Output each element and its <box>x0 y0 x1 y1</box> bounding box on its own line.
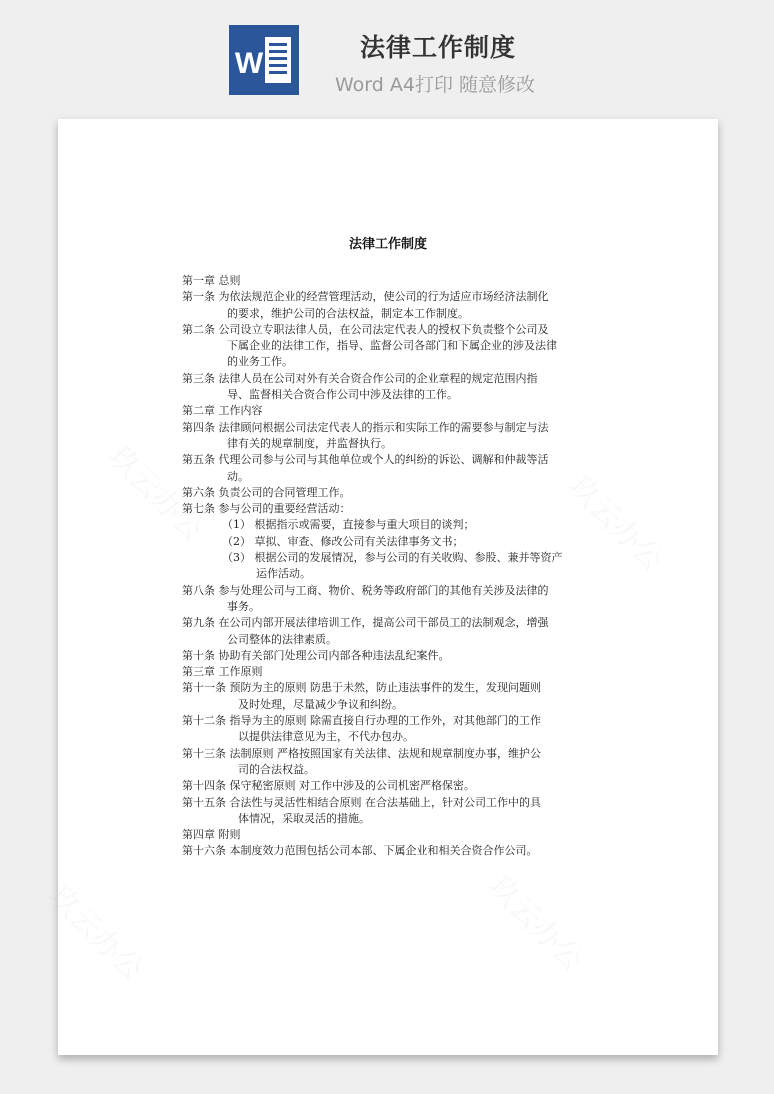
chapter-heading: 第二章 工作内容 <box>182 404 263 418</box>
document-page[interactable] <box>40 119 718 1055</box>
article-line: 第八条 参与处理公司与工商、物价、税务等政府部门的其他有关涉及法律的 <box>182 583 549 597</box>
chapter-heading: 第四章 附则 <box>182 828 241 842</box>
list-item: （3） 根据公司的发展情况，参与公司的有关收购、参股、兼并等资产 <box>222 551 563 565</box>
document-body[interactable] <box>182 273 612 860</box>
article-line: 司的合法权益。 <box>238 762 315 776</box>
article-line: 的业务工作。 <box>227 355 293 369</box>
article-line: 第十条 协助有关部门处理公司内部各种违法乱纪案件。 <box>182 648 450 662</box>
article-line: 第十四条 保守秘密原则 对工作中涉及的公司机密严格保密。 <box>182 779 475 793</box>
header-title: 法律工作制度 <box>359 33 516 62</box>
svg-text:W: W <box>234 47 264 80</box>
list-item: （1） 根据指示或需要，直接参与重大项目的谈判； <box>222 518 475 532</box>
article-line: 第十二条 指导为主的原则 除需直接自行办理的工作外，对其他部门的工作 <box>182 714 541 728</box>
article-line: 律有关的规章制度，并监督执行。 <box>227 436 392 450</box>
list-item: （2） 草拟、审查、修改公司有关法律事务文书； <box>222 534 464 548</box>
article-line: 公司整体的法律素质。 <box>227 632 337 646</box>
article-line: 第十一条 预防为主的原则 防患于未然，防止违法事件的发生，发现问题则 <box>182 681 541 695</box>
article-line: 第九条 在公司内部开展法律培训工作，提高公司干部员工的法制观念，增强 <box>182 616 549 630</box>
article-line: 第十六条 本制度效力范围包括公司本部、下属企业和相关合资合作公司。 <box>182 844 538 858</box>
list-item: 运作活动。 <box>256 567 311 581</box>
article-line: 动。 <box>227 469 249 483</box>
watermark-text: 玖云办公 <box>560 468 671 579</box>
watermark-text: 玖云办公 <box>40 878 151 989</box>
header-subtitle: Word A4打印 随意修改 <box>334 74 535 96</box>
article-line: 下属企业的法律工作，指导、监督公司各部门和下属企业的涉及法律 <box>227 339 557 353</box>
article-line: 第十三条 法制原则 严格按照国家有关法律、法规和规章制度办事，维护公 <box>182 746 541 760</box>
article-line: 第二条 公司设立专职法律人员，在公司法定代表人的授权下负责整个公司及 <box>182 322 549 336</box>
watermark-text: 玖云办公 <box>100 438 211 549</box>
article-line: 第四条 法律顾问根据公司法定代表人的指示和实际工作的需要参与制定与法 <box>182 420 549 434</box>
article-line: 第一条 为依法规范企业的经营管理活动，使公司的行为适应市场经济法制化 <box>182 290 549 304</box>
word-document-icon <box>229 25 299 95</box>
article-line: 及时处理，尽量减少争议和纠纷。 <box>238 697 403 711</box>
document-title: 法律工作制度 <box>348 237 427 252</box>
article-line: 第七条 参与公司的重要经营活动： <box>182 502 351 516</box>
header-banner <box>0 0 774 110</box>
article-line: 第三条 法律人员在公司对外有关合资合作公司的企业章程的规定范围内指 <box>182 371 538 385</box>
chapter-heading: 第三章 工作原则 <box>182 665 263 679</box>
watermark-text: 玖云办公 <box>480 868 591 979</box>
article-line: 体情况，采取灵活的措施。 <box>238 811 370 825</box>
article-line: 第五条 代理公司参与公司与其他单位或个人的纠纷的诉讼、调解和仲裁等活 <box>182 453 549 467</box>
article-line: 事务。 <box>227 599 260 613</box>
article-line: 的要求，维护公司的合法权益，制定本工作制度。 <box>227 306 469 320</box>
article-line: 第六条 负责公司的合同管理工作。 <box>182 485 351 499</box>
article-line: 第十五条 合法性与灵活性相结合原则 在合法基础上，针对公司工作中的具 <box>182 795 541 809</box>
article-line: 导、监督相关合资合作公司中涉及法律的工作。 <box>227 388 458 402</box>
chapter-heading: 第一章 总则 <box>182 274 241 287</box>
article-line: 以提供法律意见为主，不代办包办。 <box>238 730 414 744</box>
